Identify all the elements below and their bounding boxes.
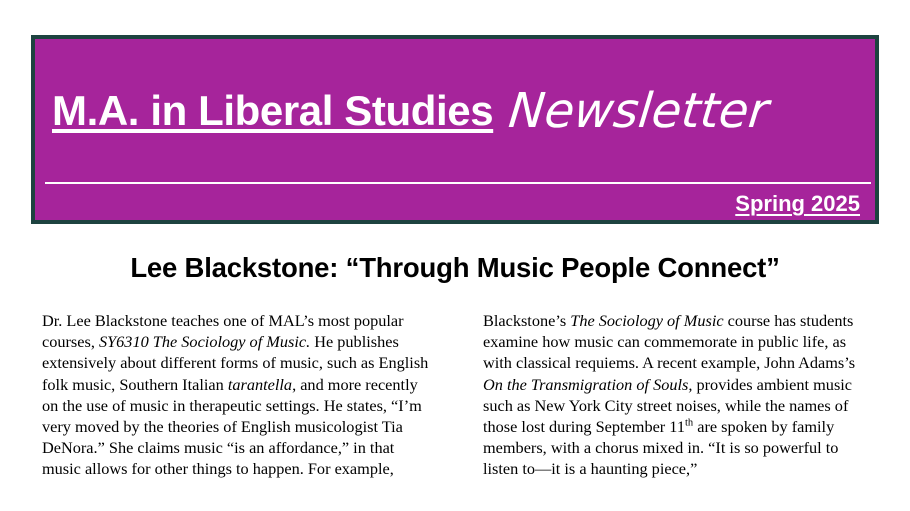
newsletter-title: M.A. in Liberal Studies	[52, 86, 494, 134]
masthead-title-row	[35, 39, 875, 182]
article-paragraph-right: Blackstone’s The Sociology of Music course has students examine how music can commemorate in public life, as with classical requiems. A recent example, John Adams’s On the Transmigration of Souls, provides ambient music such as New York City street noises, while the names of those lost during September 11th are spoken by family members, with a chorus mixed in. “It is so powerful to listen to—it is a haunting piece,”	[483, 311, 856, 479]
newsletter-title-script: Newsletter	[506, 82, 772, 139]
article-column-left	[42, 310, 431, 480]
article-column-right	[483, 310, 872, 480]
article-paragraph-left: Dr. Lee Blackstone teaches one of MAL’s most popular courses, SY6310 The Sociology of Music. He publishes extensively about different forms of music, such as English folk music, Southern Italian tarantella, and more recently on the use of music in therapeutic settings. He states, “I’m very moved by the theories of English musicologist Tia DeNora.” She claims music “is an affordance,” in that music allows for other things to happen. For example,	[42, 311, 429, 479]
article-body	[0, 310, 910, 511]
masthead-divider	[45, 182, 871, 184]
issue-date: Spring 2025	[735, 191, 860, 216]
article-headline: Lee Blackstone: “Through Music People Connect”	[130, 252, 780, 283]
masthead-banner	[31, 35, 879, 224]
